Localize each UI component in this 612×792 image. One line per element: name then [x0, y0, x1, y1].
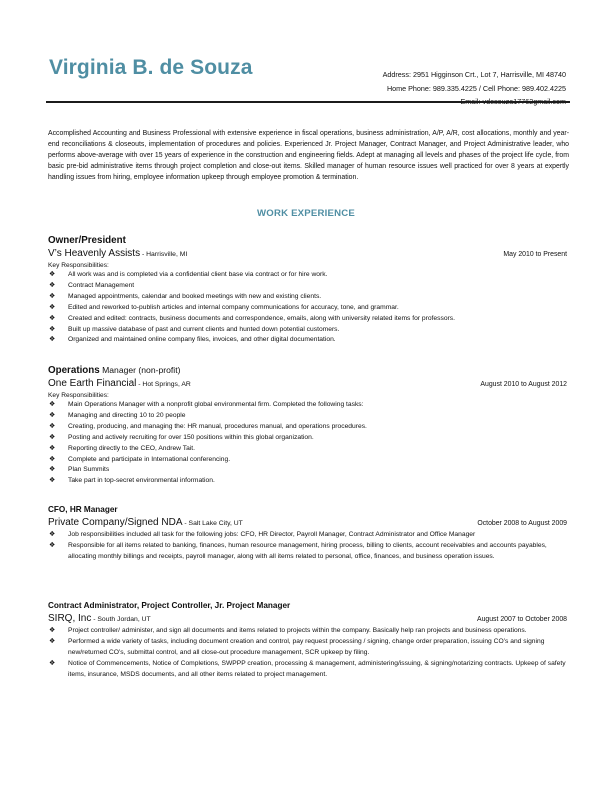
list-item	[48, 476, 569, 487]
list-item	[48, 422, 569, 433]
list-item	[48, 400, 569, 411]
diamond-bullet-icon: ❖	[49, 281, 56, 289]
list-item	[48, 530, 569, 541]
diamond-bullet-icon: ❖	[49, 455, 56, 463]
responsibilities-label: Key Responsibilities:	[48, 262, 109, 269]
job-role-subtitle: Manager (non-profit)	[99, 365, 181, 375]
job-role	[48, 600, 569, 612]
company-line	[48, 612, 569, 626]
diamond-bullet-icon: ❖	[49, 659, 56, 667]
company-name-wrap	[48, 516, 243, 530]
list-item	[48, 292, 569, 303]
job-dates: October 2008 to August 2009	[477, 520, 567, 527]
job-entry	[48, 600, 569, 681]
list-item	[48, 335, 569, 346]
bullet-text: Notice of Commencements, Notice of Completions, SWPPP creation, processing & management, administering/issuing, & signing/notarizing contracts. Upkeep of safety items, insurance, MSDS documents, and all other items related to project management.	[68, 659, 566, 678]
company-line	[48, 377, 569, 391]
job-entry	[48, 235, 569, 346]
company-name-wrap	[48, 612, 151, 626]
company-line	[48, 516, 569, 530]
diamond-bullet-icon: ❖	[49, 477, 56, 485]
company-location: - South Jordan, UT	[91, 616, 151, 623]
list-item	[48, 281, 569, 292]
diamond-bullet-icon: ❖	[49, 314, 56, 322]
bullet-text: Plan Summits	[68, 466, 110, 474]
job-entry	[48, 504, 569, 563]
job-dates: May 2010 to Present	[503, 251, 567, 258]
bullet-text: Complete and participate in International conferencing.	[68, 455, 231, 463]
company-line	[48, 247, 569, 261]
professional-summary: Accomplished Accounting and Business Professional with extensive experience in fiscal operations, business administration, A/P, A/R, cost allocations, monthly and year-end reconciliations & closeouts, implementation of procedures and policies. Experienced Jr. Project Manager, Contract Manager, and Project Administrative leader, who performs above-average with over 15 years of experience in the construction and engineering fields. Adept at managing all levels and phases of the project life cycle, from basic pre-bid administrative items through project completion and close-out items. Skilled manager of human resource issues well practiced for over 8 years at expertly handling issues from hiring, employee information upkeep through employee promotion & termination.	[48, 130, 569, 181]
bullet-text: Organized and maintained online company files, invoices, and other digital documentation.	[68, 336, 336, 344]
bullet-text: Managed appointments, calendar and booked meetings with new and existing clients.	[68, 292, 322, 300]
bullet-text: Project controller/ administer, and sign all documents and items related to projects within the company. Basically help ran projects and business operations.	[68, 627, 527, 634]
diamond-bullet-icon: ❖	[49, 325, 56, 333]
responsibility-list	[48, 400, 569, 487]
header-divider	[46, 101, 570, 103]
company-location: - Hot Springs, AR	[136, 381, 191, 388]
diamond-bullet-icon: ❖	[49, 627, 56, 634]
job-role	[48, 504, 569, 516]
job-dates: August 2007 to October 2008	[476, 616, 567, 623]
diamond-bullet-icon: ❖	[49, 637, 56, 645]
bullet-text: All work was and is completed via a confidential client base via contract or for hire work.	[68, 271, 328, 278]
candidate-name: Virginia B. de Souza	[49, 56, 253, 79]
list-item	[48, 433, 569, 444]
bullet-text: Creating, producing, and managing the: HR manual, procedures manual, and operations procedures.	[68, 422, 367, 430]
responsibility-list	[48, 530, 569, 563]
job-role-title: Owner/President	[48, 235, 126, 246]
bullet-text: Edited and reworked to-publish articles and internal company communications for accuracy, tone, and grammar.	[68, 303, 399, 311]
list-item	[48, 455, 569, 466]
bullet-text: Main Operations Manager with a nonprofit global environmental firm. Completed the following tasks:	[68, 401, 364, 408]
list-item	[48, 411, 569, 422]
responsibility-list	[48, 626, 569, 681]
company-name: SIRQ, Inc	[48, 613, 92, 624]
bullet-text: Managing and directing 10 to 20 people	[68, 411, 186, 419]
bullet-text: Contract Management	[68, 281, 135, 289]
bullet-text: Posting and actively recruiting for over 150 positions within this global organization.	[68, 433, 314, 441]
list-item	[48, 659, 569, 681]
diamond-bullet-icon: ❖	[49, 271, 56, 278]
bullet-text: Built up massive database of past and current clients and hunted down potential customers.	[68, 325, 340, 333]
company-location: - Harrisville, MI	[140, 251, 188, 258]
list-item	[48, 626, 569, 637]
list-item	[48, 541, 569, 563]
job-role-title: Operations	[48, 365, 100, 376]
work-experience-heading: WORK EXPERIENCE	[257, 208, 355, 219]
list-item	[48, 325, 569, 336]
job-role-title: CFO, HR Manager	[48, 505, 118, 514]
list-item	[48, 465, 569, 476]
company-name-wrap	[48, 247, 187, 261]
address-line: Address: 2951 Higginson Crt., Lot 7, Harrisville, MI 48740	[382, 70, 566, 79]
bullet-text: Responsible for all items related to banking, finances, human resource management, hiring process, billing to clients, account receivables and accounts payables, allocating monthly billings and receipts, payroll manager, along with all items related to personal, office, finances, and business operation issues.	[68, 541, 547, 560]
diamond-bullet-icon: ❖	[49, 336, 56, 344]
diamond-bullet-icon: ❖	[49, 433, 56, 441]
diamond-bullet-icon: ❖	[49, 303, 56, 311]
diamond-bullet-icon: ❖	[49, 444, 56, 452]
list-item	[48, 303, 569, 314]
job-role	[48, 235, 569, 247]
job-dates: August 2010 to August 2012	[480, 381, 567, 388]
list-item	[48, 637, 569, 659]
diamond-bullet-icon: ❖	[49, 541, 56, 549]
bullet-text: Job responsibilities included all task for the following jobs: CFO, HR Director, Payroll Manager, Contract Administrator and Office Manager	[68, 531, 476, 538]
bullet-text: Created and edited: contracts, business documents and correspondence, emails, along with university related items for professors.	[68, 314, 455, 322]
diamond-bullet-icon: ❖	[49, 401, 56, 408]
company-name: One Earth Financial	[48, 378, 137, 389]
diamond-bullet-icon: ❖	[49, 466, 56, 474]
bullet-text: Take part in top-secret environmental information.	[68, 477, 215, 485]
job-role-title: Contract Administrator, Project Controller, Jr. Project Manager	[48, 601, 291, 610]
job-role	[48, 364, 569, 377]
job-entry	[48, 364, 569, 487]
company-location: - Salt Lake City, UT	[182, 520, 243, 527]
responsibilities-label: Key Responsibilities:	[48, 392, 109, 399]
bullet-text: Reporting directly to the CEO, Andrew Tait.	[68, 444, 195, 452]
phone-line: Home Phone: 989.335.4225 / Cell Phone: 989.402.4225	[386, 83, 566, 93]
diamond-bullet-icon: ❖	[49, 531, 56, 538]
company-name: Private Company/Signed NDA	[48, 517, 183, 528]
company-name: V’s Heavenly Assists	[48, 248, 141, 259]
list-item	[48, 444, 569, 455]
diamond-bullet-icon: ❖	[49, 411, 56, 419]
diamond-bullet-icon: ❖	[49, 422, 56, 430]
responsibility-list	[48, 270, 569, 346]
bullet-text: Performed a wide variety of tasks, including document creation and control, pay request processing / signing, change order preparation, issuing CO’s and signing new/returned CO’s, submittal control, and all close-out procedure management, SCR upkeep by filing.	[68, 637, 545, 656]
list-item	[48, 270, 569, 281]
list-item	[48, 314, 569, 325]
diamond-bullet-icon: ❖	[49, 292, 56, 300]
company-name-wrap	[48, 377, 191, 391]
